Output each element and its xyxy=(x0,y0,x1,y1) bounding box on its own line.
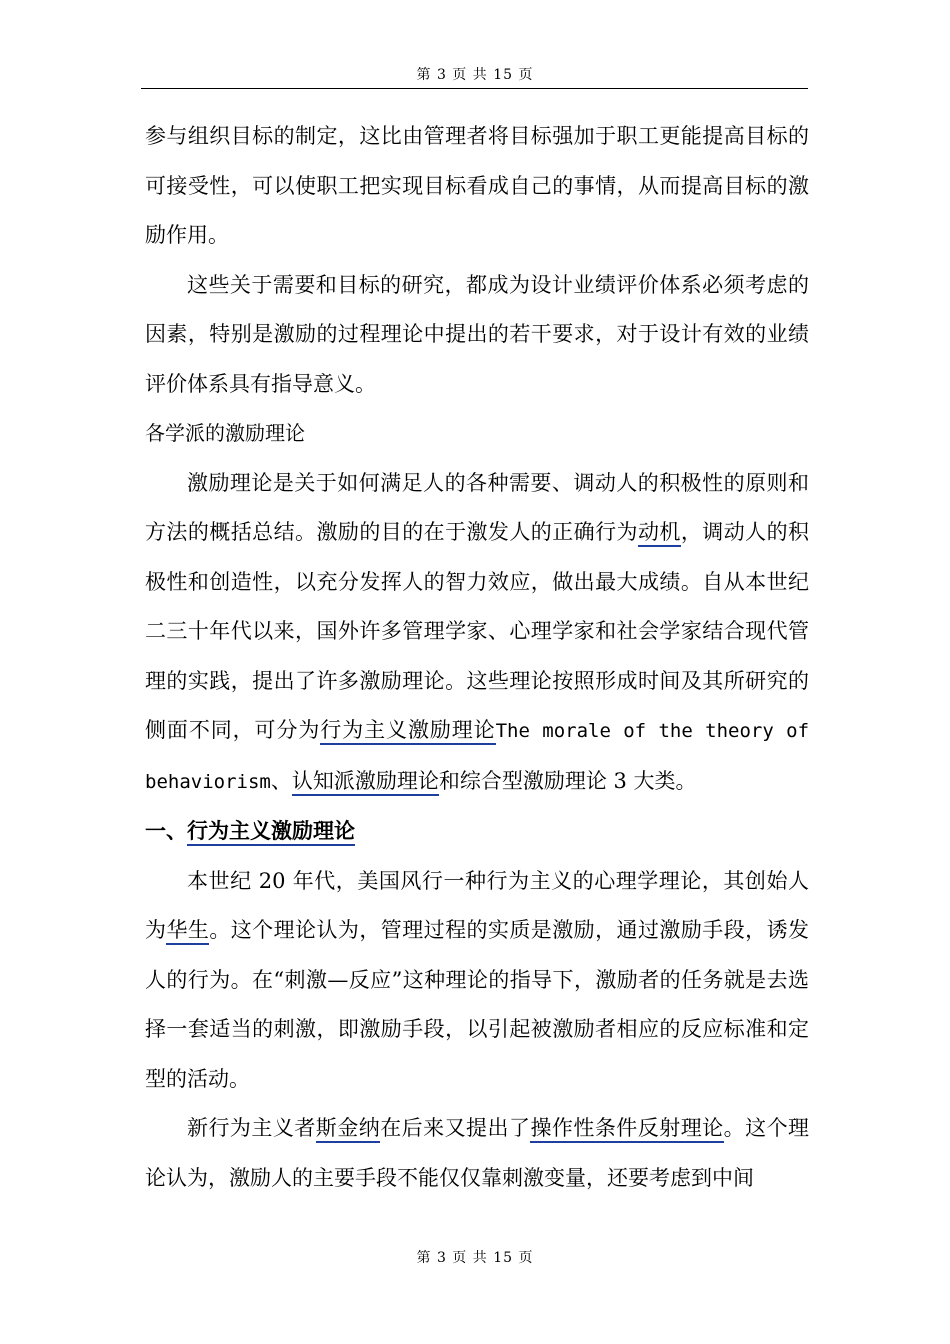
paragraph-3 xyxy=(145,459,809,808)
document-body xyxy=(145,112,809,1203)
link-operant-conditioning[interactable]: 操作性条件反射理论 xyxy=(530,1116,723,1143)
subsection-heading xyxy=(145,807,809,857)
paragraph-3-text-a: 激励理论是关于如何满足人的各种需要、调动人的积极性的原则和方法的概括总结。激励的目的在于激发人的正确行为 xyxy=(145,470,809,544)
paragraph-3-text-d: 和综合型激励理论 3 大类。 xyxy=(438,768,697,793)
english-term: The morale of the theory of behaviorism xyxy=(145,720,810,793)
paragraph-3-text-c: 、 xyxy=(270,768,292,793)
link-skinner[interactable]: 斯金纳 xyxy=(316,1116,380,1143)
link-watson[interactable]: 华生 xyxy=(166,918,209,945)
page-footer: 第 3 页 共 15 页 xyxy=(416,1250,534,1266)
link-behaviorism-theory[interactable]: 行为主义激励理论 xyxy=(320,718,495,745)
paragraph-5-text-a: 新行为主义者 xyxy=(187,1116,316,1140)
paragraph-3-text-b: ，调动人的积极性和创造性，以充分发挥人的智力效应，做出最大成绩。自从本世纪二三十年代以来，国外许多管理学家、心理学家和社会学家结合现代管理的实践，提出了许多激励理论。这些理论按照形成时间及其所研究的侧面不同，可分为 xyxy=(145,520,810,742)
paragraph-1: 参与组织目标的制定，这比由管理者将目标强加于职工更能提高目标的可接受性，可以使职工把实现目标看成自己的事情，从而提高目标的激励作用。 xyxy=(145,124,809,247)
header-divider xyxy=(141,88,808,89)
paragraph-4-text-a: 本世纪 20 年代，美国风行一种行为主义的心理学理论，其创始人为 xyxy=(145,868,809,942)
link-motivation[interactable]: 动机 xyxy=(638,520,681,547)
paragraph-5-text-b: 在后来又提出了 xyxy=(380,1116,531,1140)
link-cognitive-theory[interactable]: 认知派激励理论 xyxy=(292,769,439,796)
page-header: 第 3 页 共 15 页 xyxy=(416,67,534,83)
paragraph-5-text-c: 。这个理论认为，激励人的主要手段不能仅仅靠刺激变量，还要考虑到中间 xyxy=(145,1116,810,1190)
subsection-number: 一、 xyxy=(145,819,187,843)
paragraph-5 xyxy=(145,1104,809,1203)
paragraph-2: 这些关于需要和目标的研究，都成为设计业绩评价体系必须考虑的因素，特别是激励的过程理论中提出的若干要求，对于设计有效的业绩评价体系具有指导意义。 xyxy=(145,272,809,396)
section-heading: 各学派的激励理论 xyxy=(145,421,305,445)
paragraph-4 xyxy=(145,857,809,1105)
paragraph-4-text-b: 。这个理论认为，管理过程的实质是激励，通过激励手段，诱发人的行为。在“刺激—反应”这种理论的指导下，激励者的任务就是去选择一套适当的刺激，即激励手段，以引起被激励者相应的反应标准和定型的活动。 xyxy=(145,918,810,1091)
link-behaviorism-heading[interactable]: 行为主义激励理论 xyxy=(187,819,355,846)
